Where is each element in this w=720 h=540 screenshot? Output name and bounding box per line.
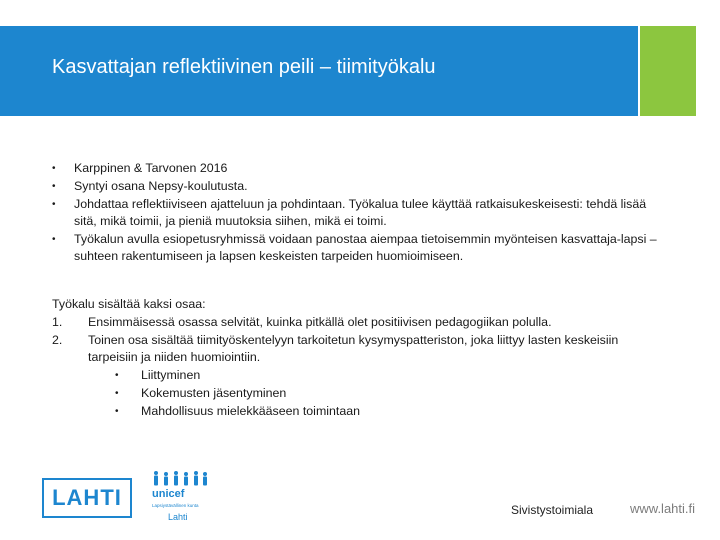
sub-bullet-list <box>52 367 662 420</box>
item-text: Toinen osa sisältää tiimityöskentelyyn tarkoitetun kysymyspatteriston, joka liittyy lasten keskeisiin tarpeisiin ja niiden huomiointiin. <box>88 333 619 364</box>
bullet-item <box>52 231 662 265</box>
bullet-text: Karppinen & Tarvonen 2016 <box>74 161 228 175</box>
bullet-list <box>52 160 662 266</box>
bullet-dot: • <box>52 234 56 245</box>
item-number: 1. <box>52 315 63 329</box>
bullet-item <box>52 196 662 230</box>
sub-bullet-text: Liittyminen <box>141 368 201 382</box>
numbered-item <box>52 314 662 331</box>
sub-bullet-text: Mahdollisuus mielekkääseen toimintaan <box>141 404 361 418</box>
lahti-logo <box>42 478 132 518</box>
sub-bullet-item <box>52 403 662 420</box>
bullet-dot: • <box>115 370 119 381</box>
bullet-dot: • <box>52 199 56 210</box>
bullet-dot: • <box>115 388 119 399</box>
header-accent <box>640 26 696 116</box>
sub-bullet-item <box>52 367 662 384</box>
unicef-subtitle: Lapsiystävällinen kunta <box>152 503 199 508</box>
bullet-dot: • <box>52 181 56 192</box>
bullet-item <box>52 160 662 177</box>
slide-title: Kasvattajan reflektiivinen peili – tiimityökalu <box>52 56 436 78</box>
item-text: Ensimmäisessä osassa selvität, kuinka pitkällä olet positiivisen pedagogiikan polulla. <box>88 315 552 329</box>
bullet-dot: • <box>115 406 119 417</box>
website-url: www.lahti.fi <box>630 501 696 516</box>
sub-bullet-item <box>52 385 662 402</box>
children-figures-icon <box>150 470 210 488</box>
bullet-text: Johdattaa reflektiiviseen ajatteluun ja pohdintaan. Työkalua tulee käyttää ratkaisukeskeisesti: tehdä lisää sitä, mikä toimii, ja pieniä muutoksia siihen, mikä ei toimi. <box>74 197 647 228</box>
bullet-dot: • <box>52 163 56 174</box>
bullet-text: Syntyi osana Nepsy-koulutusta. <box>74 179 248 193</box>
lahti-logo-text: LAHTI <box>52 485 122 510</box>
item-number: 2. <box>52 333 63 347</box>
unicef-logo <box>150 470 210 528</box>
unicef-logo-text: unicef <box>152 488 185 500</box>
department-label: Sivistystoimiala <box>511 503 594 517</box>
section-intro: Työkalu sisältää kaksi osaa: <box>52 297 206 311</box>
bullet-text: Työkalun avulla esiopetusryhmissä voidaan panostaa aiempaa tietoisemmin myönteisen kasvattaja-lapsi –suhteen rakentumiseen ja lapsen keskeisten tarpeiden huomioimiseen. <box>74 232 657 263</box>
numbered-item <box>52 332 662 366</box>
bullet-item <box>52 178 662 195</box>
tool-parts-section <box>52 296 662 421</box>
sub-bullet-text: Kokemusten jäsentyminen <box>141 386 287 400</box>
unicef-city: Lahti <box>168 512 188 522</box>
